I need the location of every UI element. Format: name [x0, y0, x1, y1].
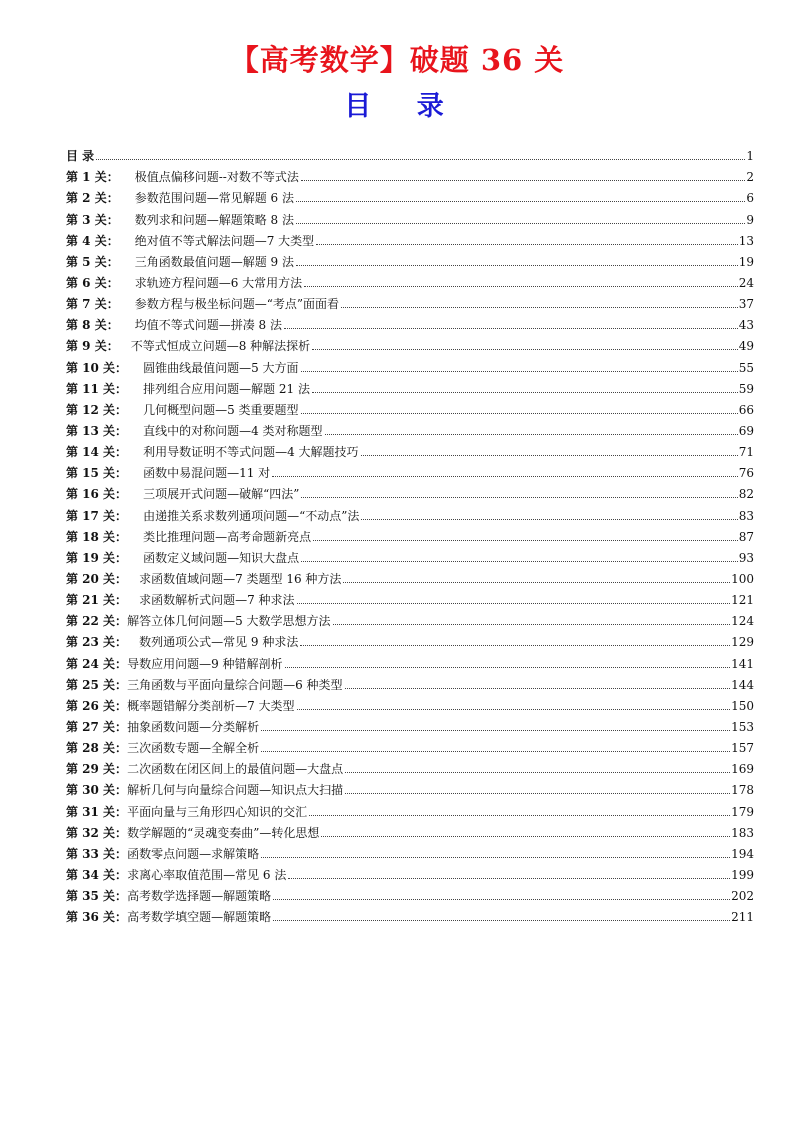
- dot-leader: [309, 815, 730, 816]
- toc-entry-page-number: 199: [731, 867, 754, 882]
- toc-entry-page-number: 179: [731, 804, 754, 819]
- toc-entry-label: 目 录: [66, 149, 95, 164]
- toc-entry[interactable]: [66, 501, 754, 522]
- toc-entry-page-number: 129: [731, 635, 754, 650]
- toc-entry-label: 第 36 关：: [66, 910, 128, 925]
- toc-entry-page-number: 6: [746, 191, 754, 206]
- toc-entry-page-number: 55: [738, 360, 754, 375]
- table-of-contents: [66, 142, 754, 924]
- toc-entry-page-number: 178: [731, 783, 754, 798]
- toc-entry-label: 第 3 关：: [66, 212, 119, 227]
- toc-entry-label: 第 35 关：: [66, 889, 128, 904]
- toc-entry-title: 三项展开式问题—破解“四法”: [143, 487, 300, 502]
- dot-leader: [316, 244, 738, 245]
- toc-entry-title: 三次函数专题—全解全析: [127, 741, 260, 756]
- toc-entry[interactable]: [66, 692, 754, 713]
- toc-entry-title: 导数应用问题—9 种错解剖析: [127, 656, 283, 671]
- toc-entry[interactable]: [66, 882, 754, 903]
- toc-entry-page-number: 37: [738, 297, 754, 312]
- toc-entry-label: 第 4 关：: [66, 233, 119, 248]
- toc-entry[interactable]: [66, 438, 754, 459]
- toc-entry-title: 绝对值不等式解法问题—7 大类型: [134, 233, 315, 248]
- toc-entry[interactable]: [66, 840, 754, 861]
- dot-leader: [261, 857, 730, 858]
- toc-entry[interactable]: [66, 903, 754, 924]
- toc-entry-label: 第 8 关：: [66, 318, 119, 333]
- dot-leader: [273, 899, 730, 900]
- toc-entry-page-number: 1: [746, 149, 754, 164]
- toc-entry-label: 第 34 关：: [66, 867, 128, 882]
- dot-leader: [300, 645, 730, 646]
- toc-entry[interactable]: [66, 755, 754, 776]
- dot-leader: [361, 519, 737, 520]
- toc-entry-page-number: 141: [731, 656, 754, 671]
- dot-leader: [272, 476, 738, 477]
- toc-entry[interactable]: [66, 311, 754, 332]
- toc-entry[interactable]: [66, 290, 754, 311]
- toc-entry-label: 第 6 关：: [66, 275, 119, 290]
- toc-entry-label: 第 7 关：: [66, 297, 119, 312]
- dot-leader: [312, 392, 738, 393]
- toc-entry-title: 极值点偏移问题--对数不等式法: [134, 170, 299, 185]
- toc-entry-label: 第 19 关：: [66, 550, 128, 565]
- dot-leader: [261, 730, 730, 731]
- toc-entry-label: 第 11 关：: [66, 381, 128, 396]
- toc-entry-label: 第 12 关：: [66, 402, 128, 417]
- toc-entry[interactable]: [66, 248, 754, 269]
- toc-entry-page-number: 157: [731, 741, 754, 756]
- toc-entry-title: 概率题错解分类剖析—7 大类型: [127, 698, 295, 713]
- toc-entry-title: 高考数学填空题—解题策略: [127, 910, 272, 925]
- toc-entry-label: 第 25 关：: [66, 677, 128, 692]
- toc-entry[interactable]: [66, 396, 754, 417]
- dot-leader: [341, 307, 738, 308]
- toc-entry-title: 参数范围问题—常见解题 6 法: [134, 191, 294, 206]
- toc-entry-label: 第 13 关：: [66, 423, 128, 438]
- toc-entry-title: 函数定义域问题—知识大盘点: [143, 550, 300, 565]
- toc-entry[interactable]: [66, 797, 754, 818]
- toc-entry-label: 第 2 关：: [66, 191, 119, 206]
- dot-leader: [312, 349, 738, 350]
- toc-entry-page-number: 153: [731, 719, 754, 734]
- dot-leader: [288, 878, 730, 879]
- toc-entry-title: 排列组合应用问题—解题 21 法: [143, 381, 310, 396]
- toc-entry-label: 第 9 关：: [66, 339, 119, 354]
- toc-entry[interactable]: [66, 776, 754, 797]
- toc-entry-page-number: 24: [738, 275, 754, 290]
- dot-leader: [297, 603, 731, 604]
- toc-entry[interactable]: [66, 628, 754, 649]
- toc-entry[interactable]: [66, 607, 754, 628]
- toc-entry-title: 参数方程与极坐标问题—“考点”面面看: [134, 297, 339, 312]
- toc-entry-title: 求轨迹方程问题—6 大常用方法: [134, 275, 303, 290]
- toc-entry-title: 数列求和问题—解题策略 8 法: [134, 212, 294, 227]
- dot-leader: [345, 688, 731, 689]
- toc-entry-page-number: 69: [738, 423, 754, 438]
- toc-entry-label: 第 24 关：: [66, 656, 128, 671]
- dot-leader: [301, 180, 746, 181]
- toc-entry-page-number: 66: [738, 402, 754, 417]
- toc-entry-page-number: 13: [738, 233, 754, 248]
- toc-entry-title: 高考数学选择题—解题策略: [127, 889, 272, 904]
- toc-entry-page-number: 124: [731, 614, 754, 629]
- toc-entry[interactable]: [66, 142, 754, 163]
- toc-entry-page-number: 93: [738, 550, 754, 565]
- toc-entry-page-number: 76: [738, 466, 754, 481]
- toc-entry-title: 圆锥曲线最值问题—5 大方面: [143, 360, 299, 375]
- toc-entry-page-number: 83: [738, 508, 754, 523]
- toc-entry[interactable]: [66, 544, 754, 565]
- toc-entry-page-number: 43: [738, 318, 754, 333]
- toc-entry-page-number: 82: [738, 487, 754, 502]
- toc-entry-page-number: 194: [731, 846, 754, 861]
- toc-entry-page-number: 183: [731, 825, 754, 840]
- toc-entry-label: 第 22 关：: [66, 614, 128, 629]
- dot-leader: [361, 455, 738, 456]
- toc-entry-page-number: 169: [731, 762, 754, 777]
- dot-leader: [297, 709, 731, 710]
- toc-entry[interactable]: [66, 734, 754, 755]
- dot-leader: [301, 561, 738, 562]
- dot-leader: [261, 751, 730, 752]
- dot-leader: [273, 920, 730, 921]
- toc-entry-label: 第 32 关：: [66, 825, 128, 840]
- toc-entry-title: 利用导数证明不等式问题—4 大解题技巧: [143, 445, 359, 460]
- toc-entry-label: 第 18 关：: [66, 529, 128, 544]
- toc-entry[interactable]: [66, 459, 754, 480]
- toc-entry-label: 第 1 关：: [66, 170, 119, 185]
- toc-entry-title: 由递推关系求数列通项问题—“不动点”法: [143, 508, 360, 523]
- dot-leader: [321, 836, 730, 837]
- toc-entry-title: 求函数值域问题—7 类题型 16 种方法: [139, 571, 342, 586]
- document-title: 【高考数学】破题 36 关: [229, 43, 565, 77]
- toc-entry[interactable]: [66, 375, 754, 396]
- dot-leader: [325, 434, 738, 435]
- toc-entry-title: 解析几何与向量综合问题—知识点大扫描: [127, 783, 344, 798]
- dot-leader: [301, 413, 738, 414]
- toc-entry[interactable]: [66, 861, 754, 882]
- toc-entry-label: 第 21 关：: [66, 593, 128, 608]
- dot-leader: [345, 793, 730, 794]
- toc-entry[interactable]: [66, 819, 754, 840]
- toc-entry-label: 第 28 关：: [66, 741, 128, 756]
- toc-entry[interactable]: [66, 586, 754, 607]
- dot-leader: [296, 265, 738, 266]
- dot-leader: [304, 286, 738, 287]
- toc-entry[interactable]: [66, 353, 754, 374]
- toc-entry-title: 几何概型问题—5 类重要题型: [143, 402, 299, 417]
- toc-entry-title: 求函数解析式问题—7 种求法: [139, 593, 295, 608]
- toc-entry-label: 第 30 关：: [66, 783, 128, 798]
- dot-leader: [301, 371, 738, 372]
- toc-entry-label: 第 26 关：: [66, 698, 128, 713]
- toc-entry-title: 二次函数在闭区间上的最值问题—大盘点: [127, 762, 344, 777]
- toc-entry[interactable]: [66, 671, 754, 692]
- toc-entry-page-number: 202: [731, 889, 754, 904]
- toc-entry-label: 第 20 关：: [66, 571, 128, 586]
- toc-entry-title: 求离心率取值范围—常见 6 法: [127, 867, 287, 882]
- dot-leader: [333, 624, 731, 625]
- toc-entry-page-number: 211: [731, 910, 754, 925]
- toc-entry[interactable]: [66, 417, 754, 438]
- toc-entry-title: 三角函数与平面向量综合问题—6 种类型: [127, 677, 343, 692]
- toc-entry-label: 第 5 关：: [66, 254, 119, 269]
- toc-entry-title: 抽象函数问题—分类解析: [127, 719, 260, 734]
- toc-entry-page-number: 59: [738, 381, 754, 396]
- toc-entry-page-number: 87: [738, 529, 754, 544]
- toc-entry-title: 解答立体几何问题—5 大数学思想方法: [127, 614, 331, 629]
- toc-entry-page-number: 100: [731, 571, 754, 586]
- toc-entry[interactable]: [66, 227, 754, 248]
- toc-entry-label: 第 27 关：: [66, 719, 128, 734]
- toc-entry-page-number: 2: [746, 170, 754, 185]
- toc-entry-label: 第 14 关：: [66, 445, 128, 460]
- toc-entry-title: 平面向量与三角形四心知识的交汇: [127, 804, 308, 819]
- toc-entry-title: 数学解题的“灵魂变奏曲”—转化思想: [127, 825, 320, 840]
- toc-entry-label: 第 23 关：: [66, 635, 128, 650]
- dot-leader: [285, 667, 731, 668]
- dot-leader: [284, 328, 738, 329]
- dot-leader: [96, 159, 745, 160]
- toc-entry[interactable]: [66, 184, 754, 205]
- dot-leader: [343, 582, 730, 583]
- toc-entry[interactable]: [66, 480, 754, 501]
- toc-entry[interactable]: [66, 269, 754, 290]
- toc-entry-label: 第 29 关：: [66, 762, 128, 777]
- toc-entry-title: 直线中的对称问题—4 类对称题型: [143, 423, 323, 438]
- toc-heading: 目 录: [344, 91, 462, 122]
- toc-entry-label: 第 17 关：: [66, 508, 128, 523]
- toc-entry-label: 第 10 关：: [66, 360, 128, 375]
- toc-entry[interactable]: [66, 565, 754, 586]
- toc-entry-page-number: 144: [731, 677, 754, 692]
- toc-entry-title: 类比推理问题—高考命题新亮点: [143, 529, 312, 544]
- toc-entry[interactable]: [66, 332, 754, 353]
- dot-leader: [345, 772, 730, 773]
- toc-entry-label: 第 33 关：: [66, 846, 128, 861]
- toc-entry-title: 函数中易混问题—11 对: [143, 466, 271, 481]
- dot-leader: [313, 540, 738, 541]
- toc-entry-page-number: 121: [731, 593, 754, 608]
- toc-entry-title: 数列通项公式—常见 9 种求法: [139, 635, 299, 650]
- toc-entry[interactable]: [66, 523, 754, 544]
- toc-entry-title: 三角函数最值问题—解题 9 法: [134, 254, 294, 269]
- toc-entry-page-number: 71: [738, 445, 754, 460]
- toc-entry-title: 函数零点问题—求解策略: [127, 846, 260, 861]
- toc-entry-page-number: 49: [738, 339, 754, 354]
- toc-entry-label: 第 31 关：: [66, 804, 128, 819]
- dot-leader: [296, 201, 745, 202]
- toc-entry-page-number: 9: [746, 212, 754, 227]
- toc-entry-title: 不等式恒成立问题—8 种解法探析: [130, 339, 311, 354]
- toc-entry[interactable]: [66, 713, 754, 734]
- toc-entry-label: 第 15 关：: [66, 466, 128, 481]
- toc-entry-page-number: 19: [738, 254, 754, 269]
- toc-entry[interactable]: [66, 649, 754, 670]
- toc-entry-page-number: 150: [731, 698, 754, 713]
- toc-entry-title: 均值不等式问题—拼凑 8 法: [134, 318, 282, 333]
- toc-entry[interactable]: [66, 205, 754, 226]
- dot-leader: [301, 497, 737, 498]
- dot-leader: [296, 223, 745, 224]
- toc-entry-label: 第 16 关：: [66, 487, 128, 502]
- toc-entry[interactable]: [66, 163, 754, 184]
